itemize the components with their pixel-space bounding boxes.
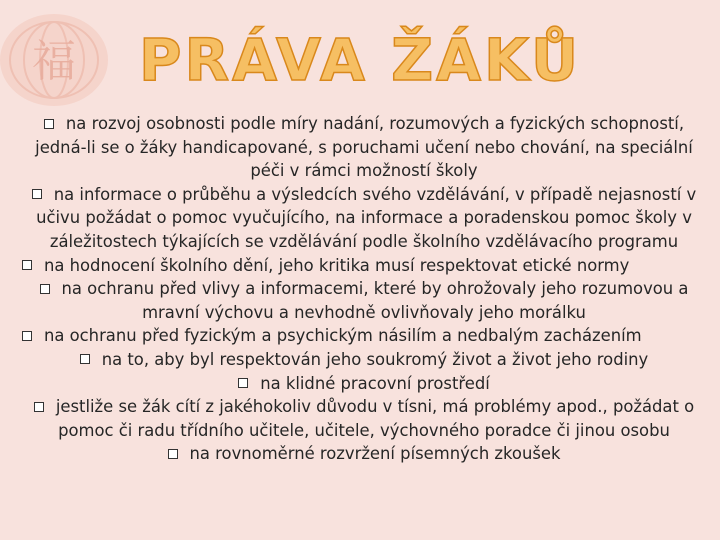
page-title: PRÁVA ŽÁKŮ: [138, 26, 582, 94]
square-bullet-icon: [168, 449, 178, 459]
lantern-glyph: 福: [32, 36, 76, 87]
square-bullet-icon: [44, 119, 54, 129]
square-bullet-icon: [22, 331, 32, 341]
list-item: na ochranu před fyzickým a psychickým násilím a nedbalým zacházením: [22, 324, 706, 348]
square-bullet-icon: [40, 284, 50, 294]
list-item: na rovnoměrné rozvržení písemných zkoušek: [22, 442, 706, 466]
square-bullet-icon: [238, 378, 248, 388]
list-item: na informace o průběhu a výsledcích svého vzdělávání, v případě nejasností v učivu požádat o pomoc vyučujícího, na informace a poradenskou pomoc školy v záležitostech týkajících se vzdělávání podle školního vzdělávacího programu: [22, 183, 706, 254]
square-bullet-icon: [22, 260, 32, 270]
square-bullet-icon: [34, 402, 44, 412]
list-item: jestliže se žák cítí z jakéhokoliv důvodu v tísni, má problémy apod., požádat o pomoc či radu třídního učitele, učitele, výchovného poradce či jinou osobu: [22, 395, 706, 442]
list-item: na to, aby byl respektován jeho soukromý život a život jeho rodiny: [22, 348, 706, 372]
list-item: na ochranu před vlivy a informacemi, které by ohrožovaly jeho rozumovou a mravní výchovu a nevhodně ovlivňovaly jeho morálku: [22, 277, 706, 324]
square-bullet-icon: [32, 189, 42, 199]
square-bullet-icon: [80, 354, 90, 364]
list-item: na rozvoj osobnosti podle míry nadání, rozumových a fyzických schopností, jedná-li se o žáky handicapované, s poruchami učení nebo chování, na speciální péči v rámci možností školy: [35, 114, 693, 181]
rights-list: [22, 112, 706, 466]
list-item: na klidné pracovní prostředí: [22, 372, 706, 396]
list-item: na hodnocení školního dění, jeho kritika musí respektovat etické normy: [22, 254, 706, 278]
